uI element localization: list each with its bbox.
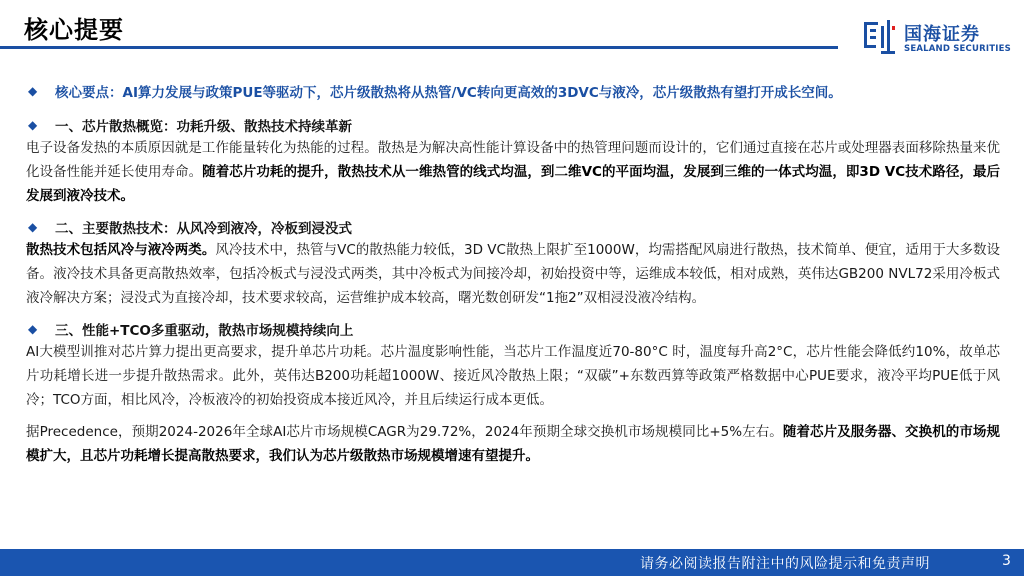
diamond-icon: ◆ [28, 321, 38, 336]
section-3-heading: 三、性能+TCO多重驱动，散热市场规模持续向上 [55, 323, 354, 339]
page-number: 3 [1002, 553, 1011, 569]
section-2-emphasis: 散热技术包括风冷与液冷两类。 [26, 242, 216, 258]
section-1-emphasis: 随着芯片功耗的提升，散热技术从一维热管的线式均温，到二维VC的平面均温，发展到三维的一体式均温，即3D VC技术路径，最后发展到液冷技术。 [26, 164, 1000, 204]
key-point-line [26, 80, 1000, 102]
diamond-icon: ◆ [28, 83, 38, 98]
brand-logo [862, 18, 1012, 58]
closing-text: 据Precedence，预期2024-2026年全球AI芯片市场规模CAGR为29.72%，2024年预期全球交换机市场规模同比+5%左右。 [26, 424, 783, 440]
section-1-heading: 一、芯片散热概览：功耗升级、散热技术持续革新 [55, 119, 352, 135]
sealand-logo-icon [862, 18, 896, 56]
closing-paragraph [26, 420, 1000, 468]
section-2-heading: 二、主要散热技术：从风冷到液冷，冷板到浸没式 [55, 221, 352, 237]
section-2-paragraph [26, 238, 1000, 310]
content-body [26, 80, 1000, 468]
section-1-text: 电子设备发热的本质原因就是工作能量转化为热能的过程。散热是为解决高性能计算设备中的热管理问题而设计的，它们通过直接在芯片或处理器表面移除热量来优化设备性能并延长使用寿命。 [26, 140, 1000, 180]
section-3-paragraph [26, 340, 1000, 412]
key-point-text: 核心要点：AI算力发展与政策PUE等驱动下，芯片级散热将从热管/VC转向更高效的3DVC与液冷，芯片级散热有望打开成长空间。 [55, 85, 842, 101]
section-1-heading-line [26, 114, 1000, 136]
title-rule [0, 46, 838, 49]
logo-chinese-text: 国海证券 [904, 24, 980, 45]
page-title: 核心提要 [24, 16, 124, 44]
footer-disclaimer: 请务必阅读报告附注中的风险提示和免责声明 [640, 556, 930, 572]
diamond-icon: ◆ [28, 219, 38, 234]
section-3-text: AI大模型训推对芯片算力提出更高要求，提升单芯片功耗。芯片温度影响性能，当芯片工作温度近70-80°C 时，温度每升高2°C，芯片性能会降低约10%，故单芯片功耗增长进一步提升散热需求。此外，英伟达B200功耗超1000W、接近风冷散热上限；“双碳”+东数西算等政策严格数据中心PUE要求，液冷平均PUE低于风冷；TCO方面，相比风冷，冷板液冷的初始投资成本接近风冷，并且后续运行成本更低。 [26, 344, 1000, 408]
logo-english-text: SEALAND SECURITIES [904, 44, 1011, 54]
section-2-text: 风冷技术中，热管与VC的散热能力较低，3D VC散热上限扩至1000W，均需搭配风扇进行散热，技术简单、便宜，适用于大多数设备。液冷技术具备更高散热效率，包括冷板式与浸没式两类，其中冷板式为间接冷却，初始投资中等，运维成本较低，相对成熟，英伟达GB200 NVL72采用冷板式液冷解决方案；浸没式为直接冷却，技术要求较高，运营维护成本较高，曙光数创研发“1拖2”双相浸没液冷结构。 [26, 242, 1000, 306]
closing-emphasis: 随着芯片及服务器、交换机的市场规模扩大，且芯片功耗增长提高散热要求，我们认为芯片级散热市场规模增速有望提升。 [26, 424, 1001, 464]
footer-bar [0, 549, 1024, 576]
diamond-icon: ◆ [28, 117, 38, 132]
section-3-heading-line [26, 318, 1000, 340]
section-2-heading-line [26, 216, 1000, 238]
section-1-paragraph [26, 136, 1000, 208]
